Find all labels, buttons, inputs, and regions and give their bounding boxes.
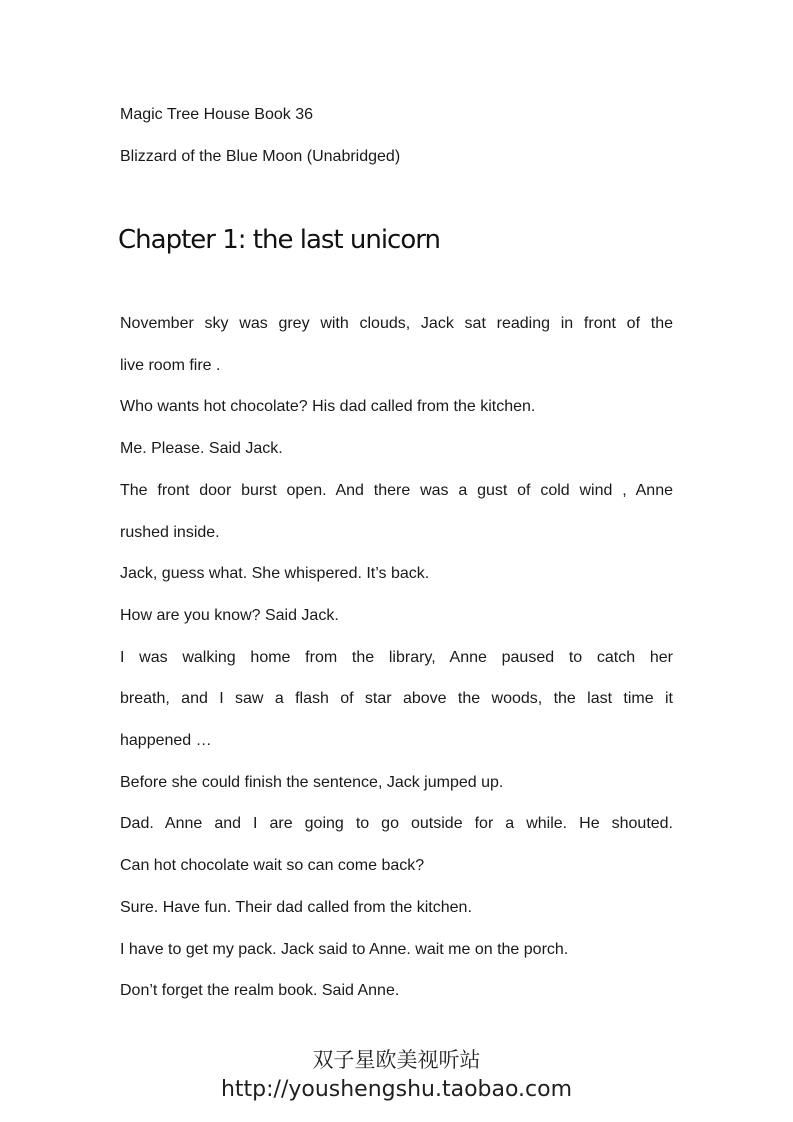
chapter-body <box>120 303 673 1012</box>
chapter-heading: Chapter 1: the last unicorn <box>118 225 440 255</box>
text-line: Me. Please. Said Jack. <box>120 440 283 458</box>
footer-site-name: 双子星欧美视听站 <box>312 1048 481 1072</box>
text-line: November sky was grey with clouds, Jack sat reading in front of the <box>120 315 673 332</box>
text-line: live room fire . <box>120 356 221 374</box>
book-header <box>120 94 673 177</box>
text-line: I was walking home from the library, Anne paused to catch her <box>120 648 673 666</box>
text-line: Who wants hot chocolate? His dad called from the kitchen. <box>120 398 536 416</box>
text-line: The front door burst open. And there was a gust of cold wind , Anne <box>120 481 673 499</box>
text-line: breath, and I saw a flash of star above the woods, the last time it <box>120 690 673 708</box>
text-line: Don’t forget the realm book. Said Anne. <box>120 982 400 1000</box>
text-line: rushed inside. <box>120 523 220 541</box>
text-line: Dad. Anne and I are going to go outside for a while. He shouted. <box>120 815 673 833</box>
book-title: Blizzard of the Blue Moon (Unabridged) <box>120 147 401 165</box>
footer-site-url: http://youshengshu.taobao.com <box>220 1077 573 1102</box>
text-line: Before she could finish the sentence, Jack jumped up. <box>120 773 504 791</box>
series-title: Magic Tree House Book 36 <box>120 106 313 123</box>
text-line: Sure. Have fun. Their dad called from the kitchen. <box>120 898 472 916</box>
text-line: Jack, guess what. She whispered. It’s back. <box>120 565 430 583</box>
text-line: happened … <box>120 732 212 750</box>
text-line: How are you know? Said Jack. <box>120 606 339 624</box>
text-line: I have to get my pack. Jack said to Anne. wait me on the porch. <box>120 940 569 958</box>
page-footer <box>0 1046 793 1104</box>
text-line: Can hot chocolate wait so can come back? <box>120 857 425 875</box>
